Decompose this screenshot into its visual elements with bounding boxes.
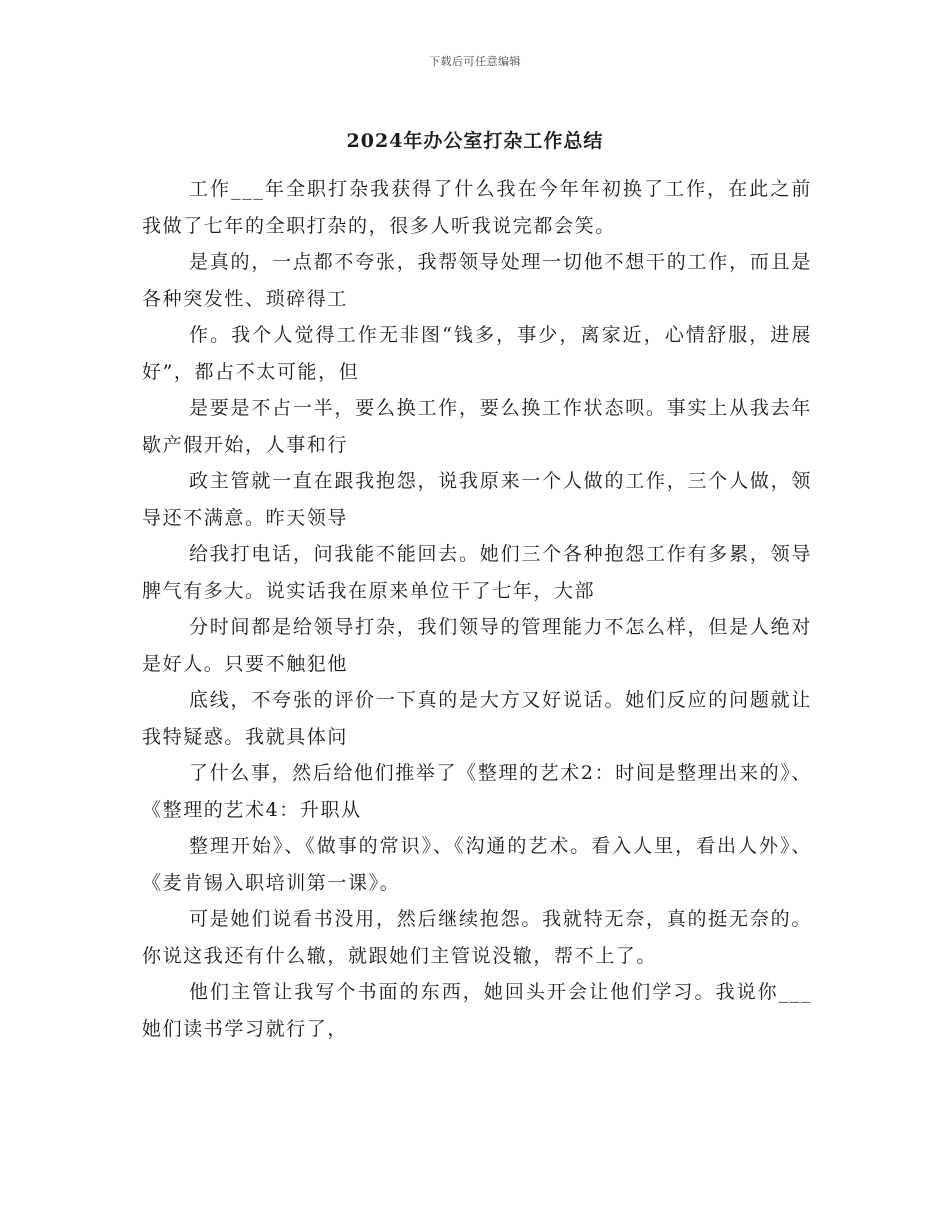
paragraph: 是要是不占一半，要么换工作，要么换工作状态呗。事实上从我去年歇产假开始，人事和行 [142, 397, 812, 456]
paragraph: 政主管就一直在跟我抱怨，说我原来一个人做的工作，三个人做，领导还不满意。昨天领导 [142, 470, 812, 529]
paragraph: 是真的，一点都不夸张，我帮领导处理一切他不想干的工作，而且是各种突发性、琐碎得工 [142, 251, 812, 310]
paragraph: 工作___年全职打杂我获得了什么我在今年年初换了工作，在此之前我做了七年的全职打杂的，很多人听我说完都会笑。 [142, 178, 812, 237]
paragraph: 他们主管让我写个书面的东西，她回头开会让他们学习。我说你___她们读书学习就行了， [142, 981, 812, 1040]
paragraph: 分时间都是给领导打杂，我们领导的管理能力不怎么样，但是人绝对是好人。只要不触犯他 [142, 616, 812, 675]
paragraph: 底线，不夸张的评价一下真的是大方又好说话。她们反应的问题就让我特疑惑。我就具体问 [142, 689, 812, 748]
paragraph: 可是她们说看书没用，然后继续抱怨。我就特无奈，真的挺无奈的。你说这我还有什么辙，就跟她们主管说没辙，帮不上了。 [142, 908, 812, 967]
paragraph: 整理开始》、《做事的常识》、《沟通的艺术。看入人里，看出人外》、《麦肯锡入职培训第一课》。 [142, 835, 812, 894]
document-body [142, 171, 812, 1047]
document-title: 2024年办公室打杂工作总结 [346, 130, 604, 152]
paragraph: 作。我个人觉得工作无非图“钱多，事少，离家近，心情舒服，进展好”，都占不太可能，但 [142, 324, 812, 383]
paragraph: 了什么事，然后给他们推举了《整理的艺术2：时间是整理出来的》、《整理的艺术4：升职从 [142, 762, 812, 821]
page-header-note: 下载后可任意编辑 [429, 55, 521, 68]
paragraph: 给我打电话，问我能不能回去。她们三个各种抱怨工作有多累，领导脾气有多大。说实话我在原来单位干了七年，大部 [142, 543, 812, 602]
